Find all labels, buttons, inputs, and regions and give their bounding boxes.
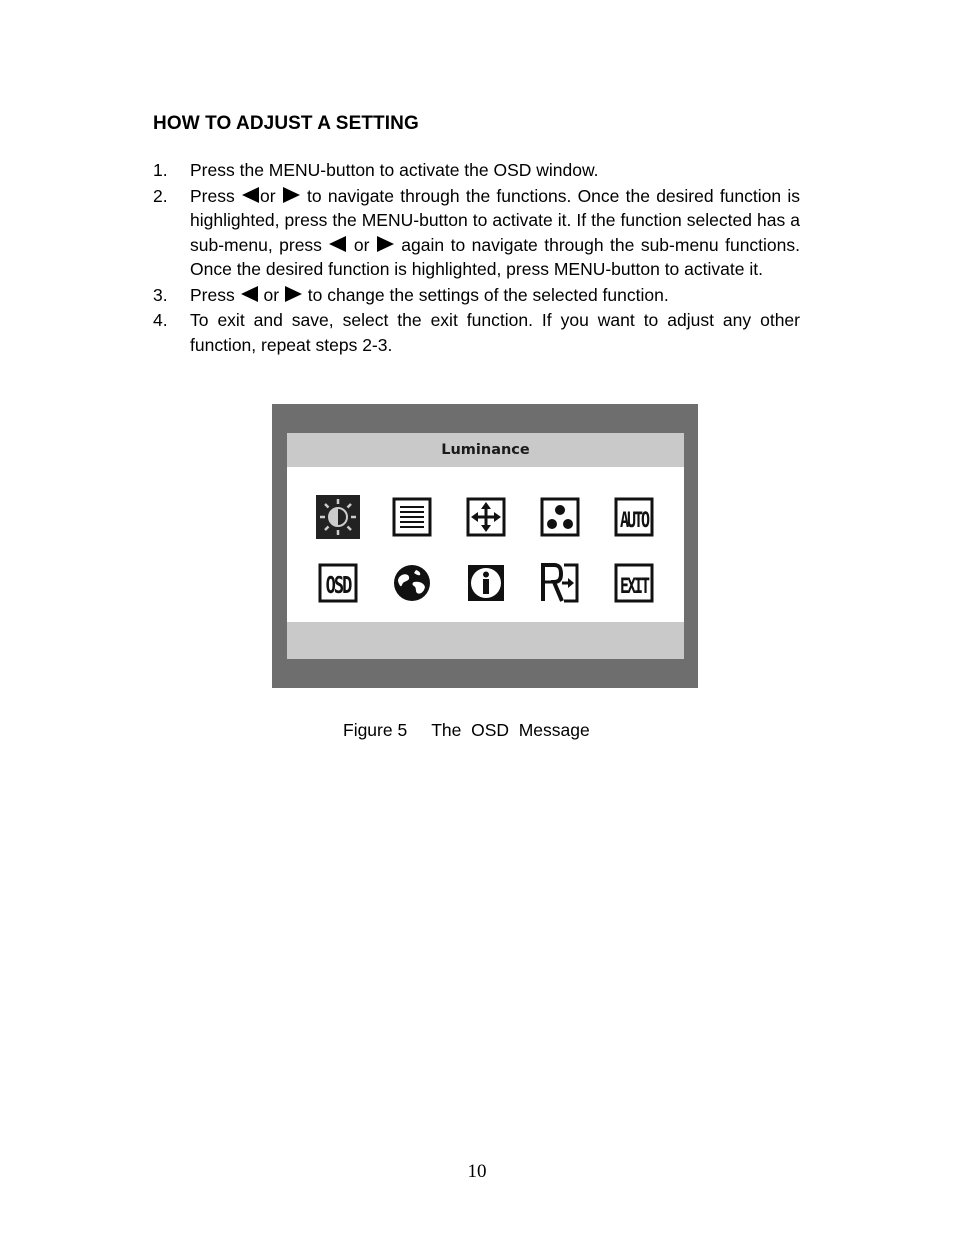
right-arrow-icon [284, 285, 303, 303]
figure-title: The OSD Message [431, 720, 590, 740]
exit-icon[interactable] [612, 561, 656, 605]
step-number: 4. [153, 310, 168, 330]
figure-caption [343, 720, 590, 741]
osd-icon-label: OSD [325, 571, 351, 599]
right-arrow-icon [376, 235, 395, 253]
list-item [153, 283, 800, 308]
figure-number: Figure 5 [343, 720, 408, 740]
osd-icon-grid [287, 467, 684, 622]
list-item [153, 184, 800, 282]
information-icon[interactable] [464, 561, 508, 605]
right-arrow-icon [282, 186, 301, 204]
step-number: 2. [153, 185, 168, 206]
auto-icon-label: AUTO [619, 508, 649, 534]
image-setup-icon[interactable] [390, 495, 434, 539]
auto-icon[interactable] [612, 495, 656, 539]
list-item [153, 158, 800, 183]
osd-footer-bar [287, 622, 684, 659]
step-number: 3. [153, 284, 168, 305]
exit-icon-label: EXIT [619, 574, 649, 600]
image-position-icon[interactable] [464, 495, 508, 539]
language-icon[interactable] [390, 561, 434, 605]
list-item [153, 308, 800, 357]
step-text: Press the MENU-button to activate the OSD window. [190, 160, 599, 180]
osd-screenshot [272, 404, 698, 688]
left-arrow-icon [241, 186, 260, 204]
osd-title: Luminance [287, 433, 684, 467]
page-number: 10 [467, 1161, 487, 1182]
section-heading: HOW TO ADJUST A SETTING [153, 113, 419, 134]
osd-icon[interactable] [316, 561, 360, 605]
instruction-list [153, 158, 800, 358]
left-arrow-icon [240, 285, 259, 303]
step-number: 1. [153, 160, 168, 180]
step-text: Press or to change the settings of the selected function. [190, 284, 669, 305]
step-text: Press or to navigate through the functions. Once the desired function is highlighted, press the MENU-button to activate it. If the function selected has a sub-menu, press or again to navigate through the sub-menu functions. Once the desired function is highlighted, press MENU-button to activate it. [190, 185, 801, 279]
brightness-icon[interactable] [316, 495, 360, 539]
reset-icon[interactable] [538, 561, 582, 605]
left-arrow-icon [328, 235, 347, 253]
color-icon[interactable] [538, 495, 582, 539]
step-text: To exit and save, select the exit function. If you want to adjust any other function, repeat steps 2-3. [190, 310, 800, 355]
